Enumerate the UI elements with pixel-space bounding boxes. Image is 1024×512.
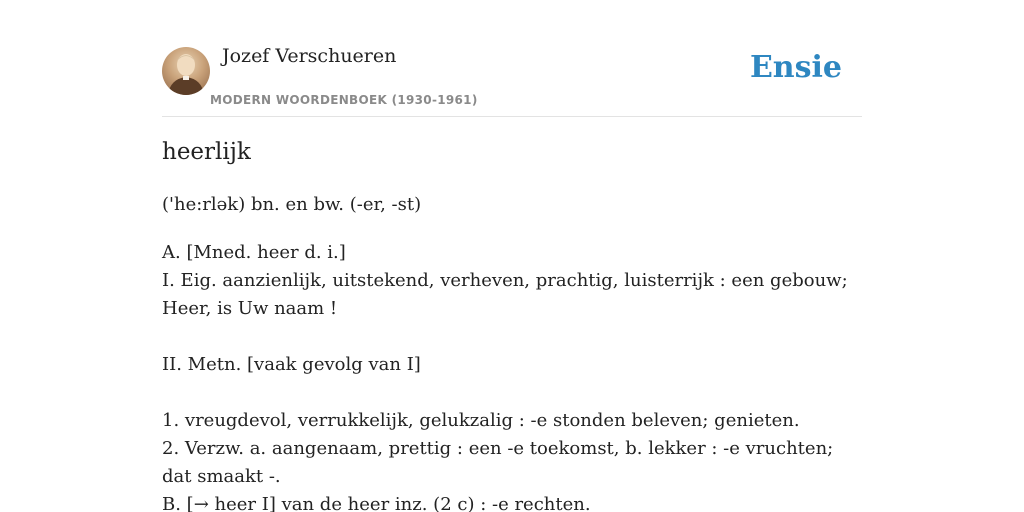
definition-line: 2. Verzw. a. aangenaam, prettig : een -e toekomst, b. lekker : -e vruchten; dat smaakt -. <box>162 438 839 487</box>
author-portrait-icon <box>162 47 210 95</box>
brand-logo[interactable]: Ensie <box>749 50 842 85</box>
header <box>162 0 862 117</box>
author-name[interactable]: Jozef Verschueren <box>222 45 397 67</box>
definition-line: I. Eig. aanzienlijk, uitstekend, verheven, prachtig, luisterrijk : een gebouw; Heer, is Uw naam ! <box>162 270 854 319</box>
definition-line <box>162 379 862 407</box>
definition-line <box>162 323 862 351</box>
definition-line: 1. vreugdevol, verrukkelijk, gelukzalig : -e stonden beleven; genieten. <box>162 410 800 431</box>
page-container <box>162 0 862 512</box>
definition-line: A. [Mned. heer d. i.] <box>162 242 346 263</box>
definition-line: B. [→ heer I] van de heer inz. (2 c) : -e rechten. <box>162 494 591 512</box>
author-avatar[interactable] <box>162 47 210 95</box>
entry-title: heerlijk <box>162 139 251 165</box>
definition-line: II. Metn. [vaak gevolg van I] <box>162 354 421 375</box>
source-label[interactable]: MODERN WOORDENBOEK (1930-1961) <box>210 93 478 107</box>
entry-definition <box>162 239 862 512</box>
entry-pronunciation: ('he:rlək) bn. en bw. (-er, -st) <box>162 194 422 215</box>
